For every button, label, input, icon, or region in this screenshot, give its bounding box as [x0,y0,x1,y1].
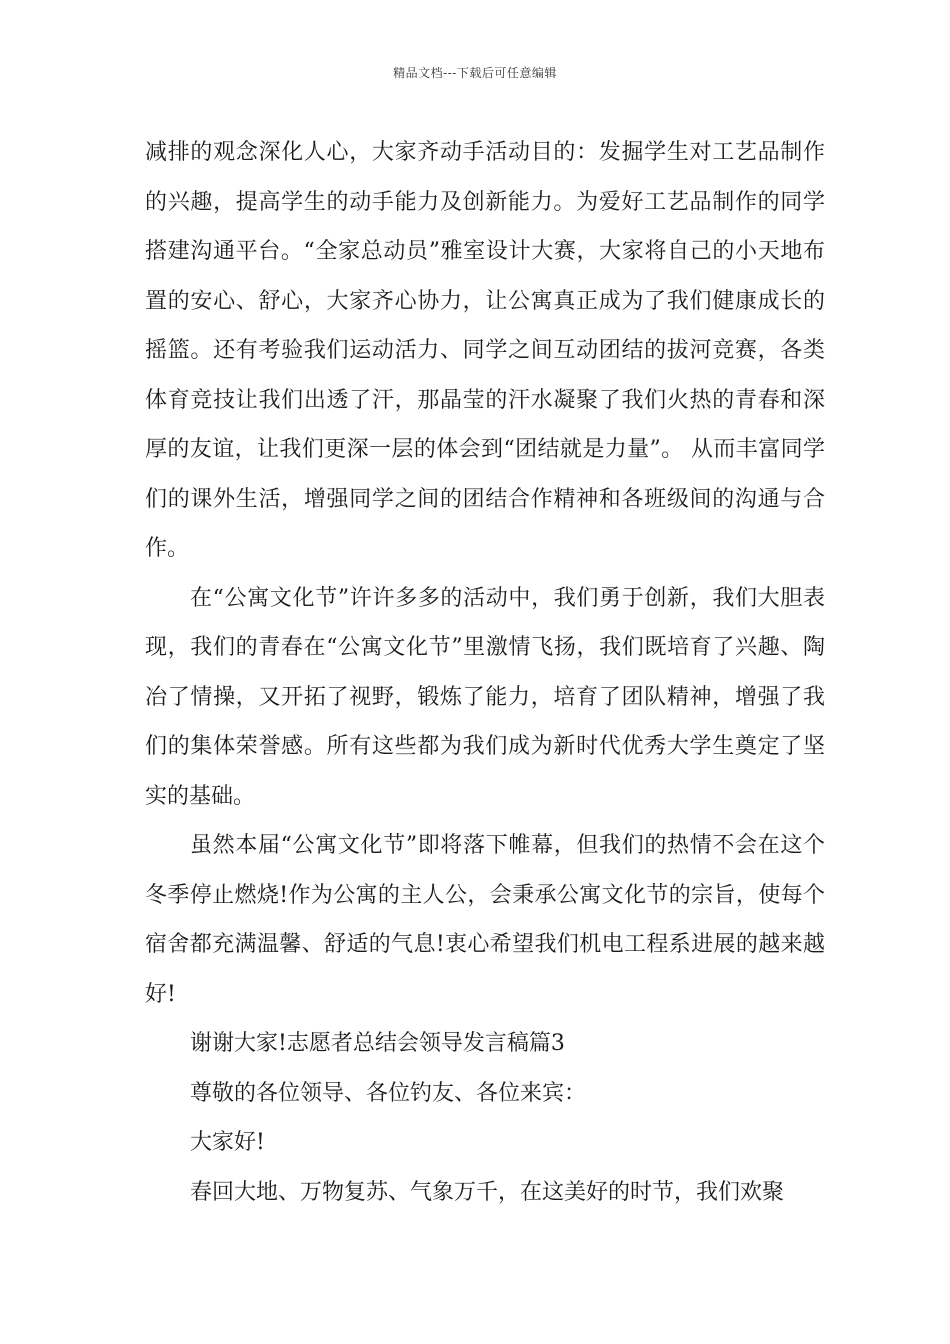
paragraph-1: 减排的观念深化人心，大家齐动手活动目的：发掘学生对工艺品制作的兴趣，提高学生的动手能力及创新能力。为爱好工艺品制作的同学搭建沟通平台。“全家总动员”雅室设计大赛，大家将自己的小天地布置的安心、舒心，大家齐心协力，让公寓真正成为了我们健康成长的摇篮。还有考验我们运动活力、同学之间互动团结的拔河竞赛，各类体育竞技让我们出透了汗，那晶莹的汗水凝聚了我们火热的青春和深厚的友谊，让我们更深一层的体会到“团结就是力量”。 从而丰富同学们的课外生活，增强同学之间的团结合作精神和各班级间的沟通与合作。 [145,140,825,561]
paragraph-4: 谢谢大家!志愿者总结会领导发言稿篇3 [190,1031,565,1056]
paragraph-5: 尊敬的各位领导、各位钓友、各位来宾： [190,1080,587,1106]
paragraph-6: 大家好! [190,1130,265,1155]
page-header: 精品文档---下载后可任意编辑 [393,66,557,80]
document-body [145,128,825,1217]
paragraph-2: 在“公寓文化节”许许多多的活动中，我们勇于创新，我们大胆表现，我们的青春在“公寓文化节”里激情飞扬，我们既培育了兴趣、陶冶了情操，又开拓了视野，锻炼了能力，培育了团队精神，增强了我们的集体荣誉感。所有这些都为我们成为新时代优秀大学生奠定了坚实的基础。 [145,585,825,809]
paragraph-3: 虽然本届“公寓文化节”即将落下帷幕，但我们的热情不会在这个冬季停止燃烧!作为公寓的主人公，会秉承公寓文化节的宗旨，使每个宿舍都充满温馨、舒适的气息!衷心希望我们机电工程系进展的越来越好! [145,833,825,1007]
paragraph-7: 春回大地、万物复苏、气象万千，在这美好的时节，我们欢聚 [190,1179,785,1205]
